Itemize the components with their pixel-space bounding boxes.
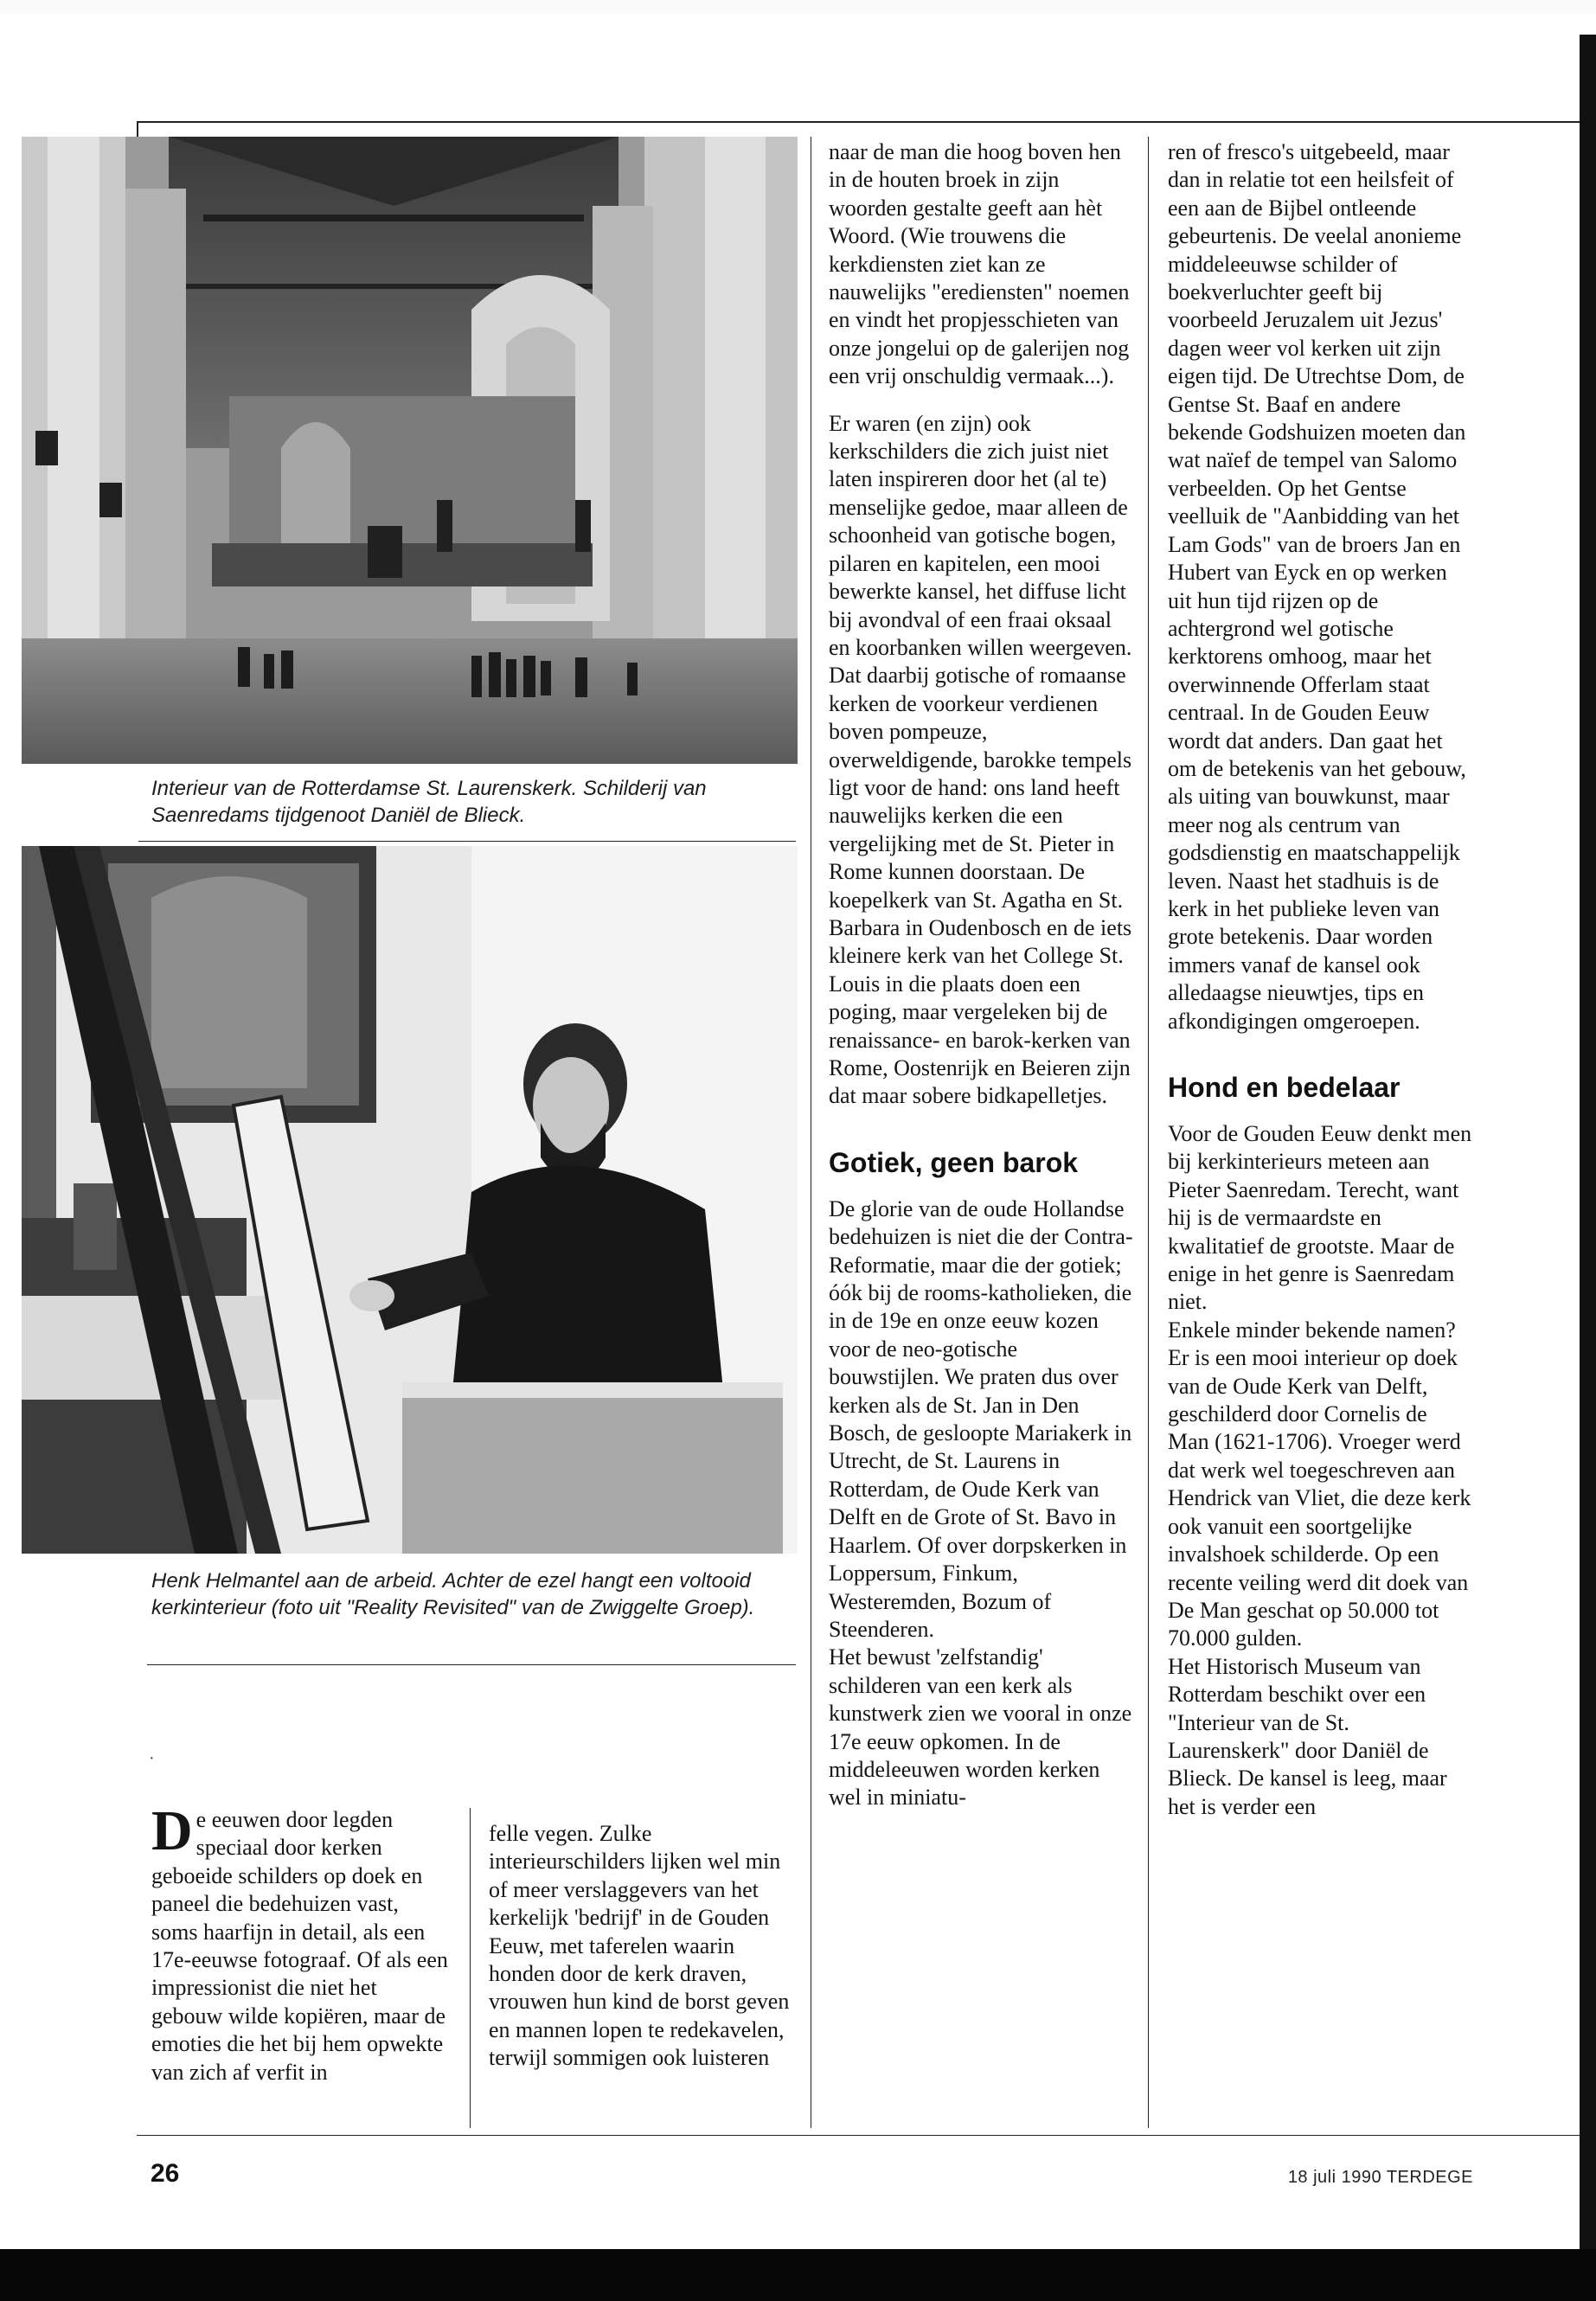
column-divider-1 bbox=[470, 1808, 471, 2128]
page-number: 26 bbox=[151, 2159, 180, 2188]
article-column-4 bbox=[1168, 138, 1472, 1821]
column-3-paragraph-3: Dat daarbij gotische of romaanse kerken de voorkeur verdienen boven pompeuze, overweldigende, barokke tempels ligt voor de hand: ons land heeft nauwelijks kerken die een vergelijking met de St. Pieter in Rome kunnen doorstaan. De koepelkerk van St. Agatha en St. Barbara in Oudenbosch en de iets kleinere kerk van het College St. Louis in die plaats doen een poging, maar vergeleken bij de renaissance- en barok-kerken van Rome, Oostenrijk en Beieren zijn dat maar sobere bidkapelletjes. bbox=[829, 663, 1132, 1109]
column-1-text: e eeuwen door legden speciaal door kerken geboeide schilders op doek en paneel die bedehuizen vast, soms haarfijn in detail, als een 17e-eeuwse fotograaf. Of als een impressionist die niet het gebouw wilde kopiëren, maar de emoties die het bij hem opwekte van zich af verfit in bbox=[151, 1807, 448, 2085]
painter-at-easel-photo bbox=[22, 846, 798, 1554]
figure-2-caption: Henk Helmantel aan de arbeid. Achter de ezel hangt een voltooid kerkinterieur (foto uit "Reality Revisited" van de Zwiggelte Groep). bbox=[151, 1569, 755, 1619]
article-column-1 bbox=[151, 1799, 450, 2086]
column-3-paragraph-4: De glorie van de oude Hollandse bedehuizen is niet die der Contra-Reformatie, maar die der gotiek; óók bij de rooms-katholieken, die in de 19e en onze eeuw kozen voor de neo-gotische bouwstijlen. We praten dus over kerken als de St. Jan in Den Bosch, de gesloopte Mariakerk in Utrecht, de St. Laurens in Rotterdam, de Oude Kerk van Delft en de Grote of St. Bavo in Haarlem. Of over dorpskerken in Loppersum, Finkum, Westeremden, Bozum of Steenderen. bbox=[829, 1195, 1133, 1642]
church-interior-painting bbox=[22, 137, 798, 764]
column-2-text: felle vegen. Zulke interieurschilders lijken wel min of meer verslaggevers van het kerkelijk 'bedrijf' in de Gouden Eeuw, met taferelen waarin honden door de kerk draven, vrouwen hun kind de borst geven en mannen lopen te redekavelen, terwijl sommigen ook luisteren bbox=[489, 1821, 790, 2071]
caption-2-rule bbox=[147, 1664, 796, 1665]
article-column-2 bbox=[489, 1820, 796, 2073]
column-3-paragraph-1: naar de man die hoog boven hen in de houten broek in zijn woorden gestalte geeft aan hèt Woord. (Wie trouwens die kerkdiensten ziet kan ze nauwelijks "erediensten" noemen en vindt het propjesschieten van onze jongelui op de galerijen nog een vrij onschuldig vermaak...). bbox=[829, 139, 1130, 389]
column-divider-3 bbox=[1148, 137, 1149, 2128]
column-4-paragraph-4: Het Historisch Museum van Rotterdam beschikt over een "Interieur van de St. Laurenskerk" door Daniël de Blieck. De kansel is leeg, maar het is verder een bbox=[1168, 1653, 1447, 1819]
footer-rule bbox=[137, 2135, 1580, 2136]
column-3-paragraph-5: Het bewust 'zelfstandig' schilderen van een kerk als kunstwerk zien we vooral in onze 17e eeuw opkomen. In de middeleeuwen worden kerken wel in miniatu- bbox=[829, 1644, 1132, 1811]
caption-1-rule bbox=[138, 841, 796, 842]
scan-top-edge bbox=[0, 0, 1596, 14]
column-4-paragraph-3: Enkele minder bekende namen? Er is een mooi interieur op doek van de Oude Kerk van Delft, geschilderd door Cornelis de Man (1621-1706). Vroeger werd dat werk wel toegeschreven aan Hendrick van Vliet, die deze kerk ook vanuit een soortgelijke invalshoek schilderde. Op een recente veiling werd dit doek van De Man geschat op 50.000 tot 70.000 gulden. bbox=[1168, 1317, 1471, 1651]
column-4-paragraph-2: Voor de Gouden Eeuw denkt men bij kerkinterieurs meteen aan Pieter Saenredam. Terecht, want hij is de vermaardste en kwalitatief de grootste. Maar de enige in het genre is Saenredam niet. bbox=[1168, 1121, 1472, 1315]
section-heading-gotiek: Gotiek, geen barok bbox=[829, 1146, 1079, 1178]
scan-right-edge bbox=[1580, 35, 1596, 2249]
section-heading-hond: Hond en bedelaar bbox=[1168, 1072, 1401, 1103]
stray-mark: · bbox=[149, 1749, 155, 1768]
article-column-3 bbox=[829, 138, 1133, 1812]
top-rule bbox=[137, 121, 1580, 123]
figure-1-caption: Interieur van de Rotterdamse St. Laurenskerk. Schilderij van Saenredams tijdgenoot Daniël de Blieck. bbox=[151, 777, 707, 827]
issue-date: 18 juli 1990 TERDEGE bbox=[1287, 2168, 1473, 2187]
column-4-paragraph-1: ren of fresco's uitgebeeld, maar dan in relatie tot een heilsfeit of een aan de Bijbel ontleende gebeurtenis. De veelal anonieme middeleeuwse schilder of boekverluchter geeft bij voorbeeld Jeruzalem uit Jezus' dagen weer vol kerken uit zijn eigen tijd. De Utrechtse Dom, de Gentse St. Baaf en andere bekende Godshuizen moeten dan wat naïef de tempel van Salomo verbeelden. Op het Gentse veelluik de "Aanbidding van het Lam Gods" van de broers Jan en Hubert van Eyck en op werken uit hun tijd rijzen op de achtergrond wel gotische kerktorens omhoog, maar het overwinnende Offerlam staat centraal. In de Gouden Eeuw wordt dat anders. Dan gaat het om de betekenis van het gebouw, als uiting van bouwkunst, maar meer nog als centrum van godsdienstig en maatschappelijk leven. Naast het stadhuis is de kerk in het publieke leven van grote betekenis. Daar worden immers vanaf de kansel ook alledaagse nieuwtjes, tips en afkondigingen omgeroepen. bbox=[1168, 139, 1466, 1034]
drop-cap: D bbox=[151, 1799, 193, 1862]
scan-bottom-edge bbox=[0, 2249, 1596, 2301]
column-3-paragraph-2: Er waren (en zijn) ook kerkschilders die zich juist niet laten inspireren door het (al te) menselijke gedoe, maar alleen de schoonheid van gotische bogen, pilaren en kapitelen, een mooi bewerkte kansel, het diffuse licht bij avondval of een fraai oksaal en koorbanken willen weergeven. bbox=[829, 410, 1132, 660]
